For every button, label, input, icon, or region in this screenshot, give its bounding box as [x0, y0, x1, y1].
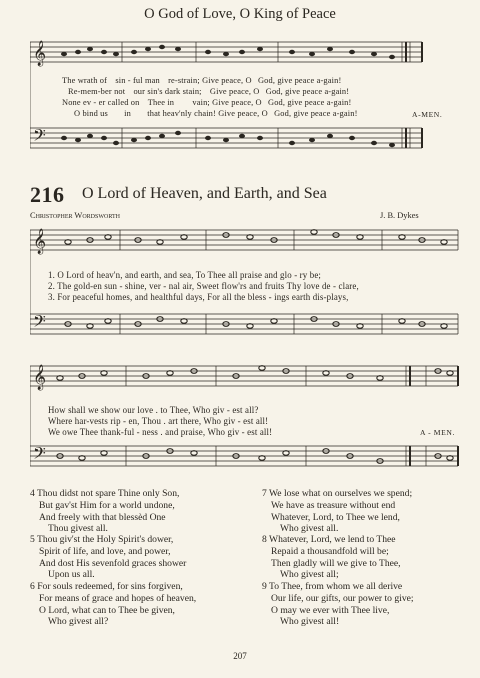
s1-lyric-2: 2. The gold-en sun - shine, ver - nal air, Sweet flow'rs and fruits Thy love de - clare, [48, 281, 359, 291]
lyric-syllable: in [124, 109, 131, 118]
verse-line: Upon us all. [48, 569, 95, 581]
lyric-syllable: God, give peace a-gain! [257, 76, 342, 85]
lyric-syllable: re-strain; [168, 76, 200, 85]
lyric-syllable: Thee in [147, 98, 175, 107]
verse-6 [30, 581, 196, 628]
s1-lyric-3: 3. For peaceful homes, and healthful days, For all the bless - ings earth dis-plays, [48, 292, 349, 302]
hymn-amen: A - MEN. [420, 428, 455, 437]
verse-line: Whatever, Lord, to Thee we lend, [271, 511, 400, 523]
verse-line: And freely with that blessèd One [39, 511, 166, 523]
verse-line: We have as treasure without end [271, 499, 396, 511]
svg-text:𝄞: 𝄞 [33, 229, 47, 254]
s2-lyric-2: Where har-vests rip - en, Thou . art there, Who giv - est all! [48, 416, 269, 426]
verse-line: Spirit of life, and love, and power, [39, 545, 171, 557]
verse-line: Who givest all; [280, 569, 339, 581]
top-lyric-line-2 [68, 87, 349, 96]
s2-bass-staff [30, 446, 458, 466]
top-lyric-line-4 [74, 109, 358, 118]
verse-line: Then gladly will we give to Thee, [271, 557, 401, 569]
lyric-syllable: Give peace, O [212, 98, 262, 107]
svg-text:𝄞: 𝄞 [33, 41, 47, 66]
verse-line: For means of grace and hopes of heaven, [39, 592, 197, 604]
verse-line: 4 Thou didst not spare Thine only Son, [30, 488, 180, 499]
top-lyric-line-3 [62, 98, 351, 107]
verse-line: 8 Whatever, Lord, we lend to Thee [262, 534, 396, 545]
lyric-syllable: Re-mem-ber not [68, 87, 126, 96]
lyric-syllable: O bind us [74, 109, 108, 118]
top-hymn-score [30, 32, 460, 162]
s2-treble-notes [57, 366, 453, 381]
lyric-syllable: that heav'nly chain! [147, 109, 216, 118]
svg-text:𝄢: 𝄢 [33, 311, 46, 335]
verse-line: And dost His sevenfold graces shower [39, 557, 187, 569]
verse-line: O Lord, what can to Thee be given, [39, 604, 175, 616]
s1-bass-staff [30, 314, 458, 334]
lyric-syllable: God, give peace a-gain! [274, 109, 358, 118]
top-lyric-line-1 [62, 76, 341, 85]
svg-text:𝄞: 𝄞 [33, 365, 47, 390]
verse-line: O may we ever with Thee live, [271, 604, 390, 616]
s2-lyric-1: How shall we show our love . to Thee, Who giv - est all? [48, 405, 259, 415]
lyric-syllable: None ev - er called on [62, 98, 140, 107]
verse-line: Our life, our gifts, our power to give; [271, 592, 414, 604]
lyric-syllable: sin - ful man [115, 76, 160, 85]
s1-treble-notes [65, 230, 447, 245]
lyric-syllable: God, give peace a-gain! [265, 87, 350, 96]
verse-line: Who givest all! [280, 616, 340, 628]
verse-5 [30, 534, 186, 581]
top-amen: A-MEN. [412, 110, 443, 119]
verse-line: 7 We lose what on ourselves we spend; [262, 488, 413, 499]
lyric-syllable: Give peace, O [218, 109, 268, 118]
page-number: 207 [233, 651, 247, 661]
verse-line: 6 For souls redeemed, for sins forgiven, [30, 581, 183, 592]
verse-line: Who givest all? [48, 616, 109, 628]
verse-line: 5 Thou giv'st the Holy Spirit's dower, [30, 534, 174, 545]
s2-lyric-3: We owe Thee thank-ful - ness . and praise, Who giv - est all! [48, 427, 273, 437]
svg-text:𝄢: 𝄢 [33, 443, 46, 467]
verse-9 [262, 581, 414, 628]
s1-lyric-1: 1. O Lord of heav'n, and earth, and sea, To Thee all praise and glo - ry be; [48, 270, 322, 280]
hymn-title: O Lord of Heaven, and Earth, and Sea [82, 185, 327, 202]
verse-7 [262, 488, 412, 535]
music-by: J. B. Dykes [380, 211, 419, 220]
verse-4 [30, 488, 179, 535]
lyric-syllable: Give peace, O [209, 87, 260, 96]
verse-line: Who givest all. [280, 523, 339, 535]
verse-line: Thou givest all. [48, 523, 108, 535]
lyric-syllable: vain; [192, 98, 210, 107]
top-hymn-title: O God of Love, O King of Peace [144, 6, 336, 22]
svg-text:𝄢: 𝄢 [33, 125, 46, 149]
lyric-syllable: Give peace, O [202, 76, 252, 85]
s1-bass-notes [65, 317, 447, 329]
verse-line: Repaid a thousandfold will be; [271, 545, 389, 557]
lyric-syllable: God, give peace a-gain! [268, 98, 352, 107]
verse-8 [262, 534, 401, 581]
verse-line: 9 To Thee, from whom we all derive [262, 581, 403, 592]
hymn-number: 216 [30, 182, 65, 207]
verse-line: But gav'st Him for a world undone, [39, 499, 175, 511]
lyric-syllable: The wrath of [62, 76, 108, 85]
lyric-syllable: our sin's dark stain; [133, 87, 202, 96]
words-by: Christopher Wordsworth [30, 211, 120, 220]
